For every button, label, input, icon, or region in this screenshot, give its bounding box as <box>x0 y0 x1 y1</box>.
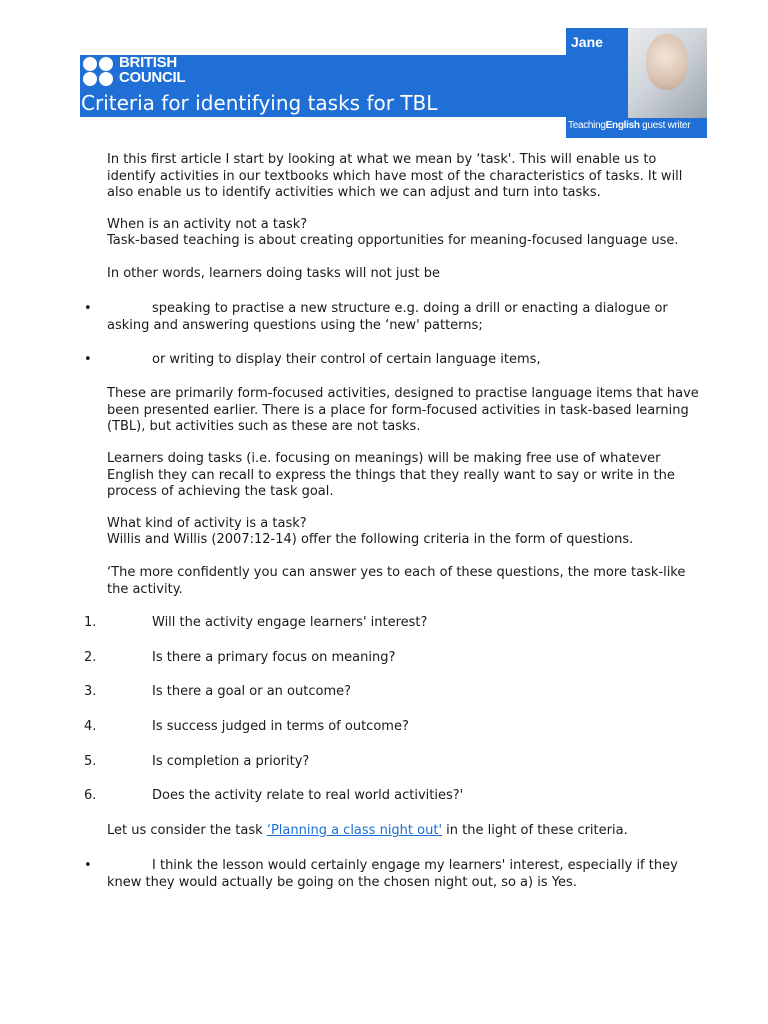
consider-suffix: in the light of these criteria. <box>442 823 628 838</box>
british-council-logo-icon <box>83 57 117 87</box>
author-face-image <box>646 34 688 90</box>
criterion-6-text: Does the activity relate to real world activities?' <box>152 788 464 803</box>
criterion-3-number: 3. <box>84 684 97 699</box>
learners-tasks-paragraph: Learners doing tasks (i.e. focusing on meanings) will be making free use of whatever English they can recall to express the things that they really want to say or write in the process of achieving the task goal. <box>107 451 675 499</box>
criterion-5-number: 5. <box>84 754 97 769</box>
bullet-3-dot: • <box>84 858 92 873</box>
tagline-prefix: Teaching <box>568 120 606 131</box>
tagline <box>568 120 690 131</box>
bullet-3-text: I think the lesson would certainly engage my learners' interest, especially if they knew they would actually be going on the chosen night out, so a) is Yes. <box>107 858 678 890</box>
criterion-4-text: Is success judged in terms of outcome? <box>152 719 409 734</box>
british-council-logo <box>119 55 185 85</box>
criterion-2-number: 2. <box>84 650 97 665</box>
quote-intro-paragraph: ‘The more confidently you can answer yes to each of these questions, the more task-like the activity. <box>107 565 686 597</box>
tagline-brand: English <box>605 120 640 131</box>
bullet-2-text: or writing to display their control of certain language items, <box>152 352 541 367</box>
author-name: Jane <box>571 34 603 50</box>
page-title: Criteria for identifying tasks for TBL <box>81 91 438 115</box>
bullet-2-dot: • <box>84 352 92 367</box>
criterion-1-text: Will the activity engage learners' interest? <box>152 615 428 630</box>
consider-paragraph <box>107 823 707 840</box>
criterion-4-number: 4. <box>84 719 97 734</box>
planning-class-night-link[interactable]: ‘Planning a class night out' <box>266 823 443 838</box>
intro-paragraph: In this first article I start by looking at what we mean by ‘task'. This will enable us to identify activities in our textbooks which have most of the characteristics of tasks. It will also enable us to identify activities which we can adjust and turn into tasks. <box>107 152 683 200</box>
criterion-3-text: Is there a goal or an outcome? <box>152 684 351 699</box>
question-is-task: What kind of activity is a task? <box>107 516 307 531</box>
logo-line-1: BRITISH <box>119 54 177 71</box>
question-not-task: When is an activity not a task? <box>107 217 308 232</box>
author-photo-panel <box>566 28 707 138</box>
logo-line-2: COUNCIL <box>119 69 186 86</box>
answer-is-task: Willis and Willis (2007:12-14) offer the following criteria in the form of questions. <box>107 532 634 547</box>
bullet-1-text: speaking to practise a new structure e.g. doing a drill or enacting a dialogue or asking and answering questions using the ‘new' patterns; <box>107 301 668 333</box>
criterion-5-text: Is completion a priority? <box>152 754 310 769</box>
other-words-paragraph: In other words, learners doing tasks will not just be <box>107 266 440 281</box>
criterion-6-number: 6. <box>84 788 97 803</box>
tagline-suffix: guest writer <box>639 120 691 131</box>
bullet-1-dot: • <box>84 301 92 316</box>
criterion-2-text: Is there a primary focus on meaning? <box>152 650 396 665</box>
consider-prefix: Let us consider the task <box>107 823 267 838</box>
answer-not-task: Task-based teaching is about creating opportunities for meaning-focused language use. <box>107 233 679 248</box>
form-focused-paragraph: These are primarily form-focused activities, designed to practise language items that have been presented earlier. There is a place for form-focused activities in task-based learning (TBL), but activities such as these are not tasks. <box>107 386 699 434</box>
criterion-1-number: 1. <box>84 615 97 630</box>
